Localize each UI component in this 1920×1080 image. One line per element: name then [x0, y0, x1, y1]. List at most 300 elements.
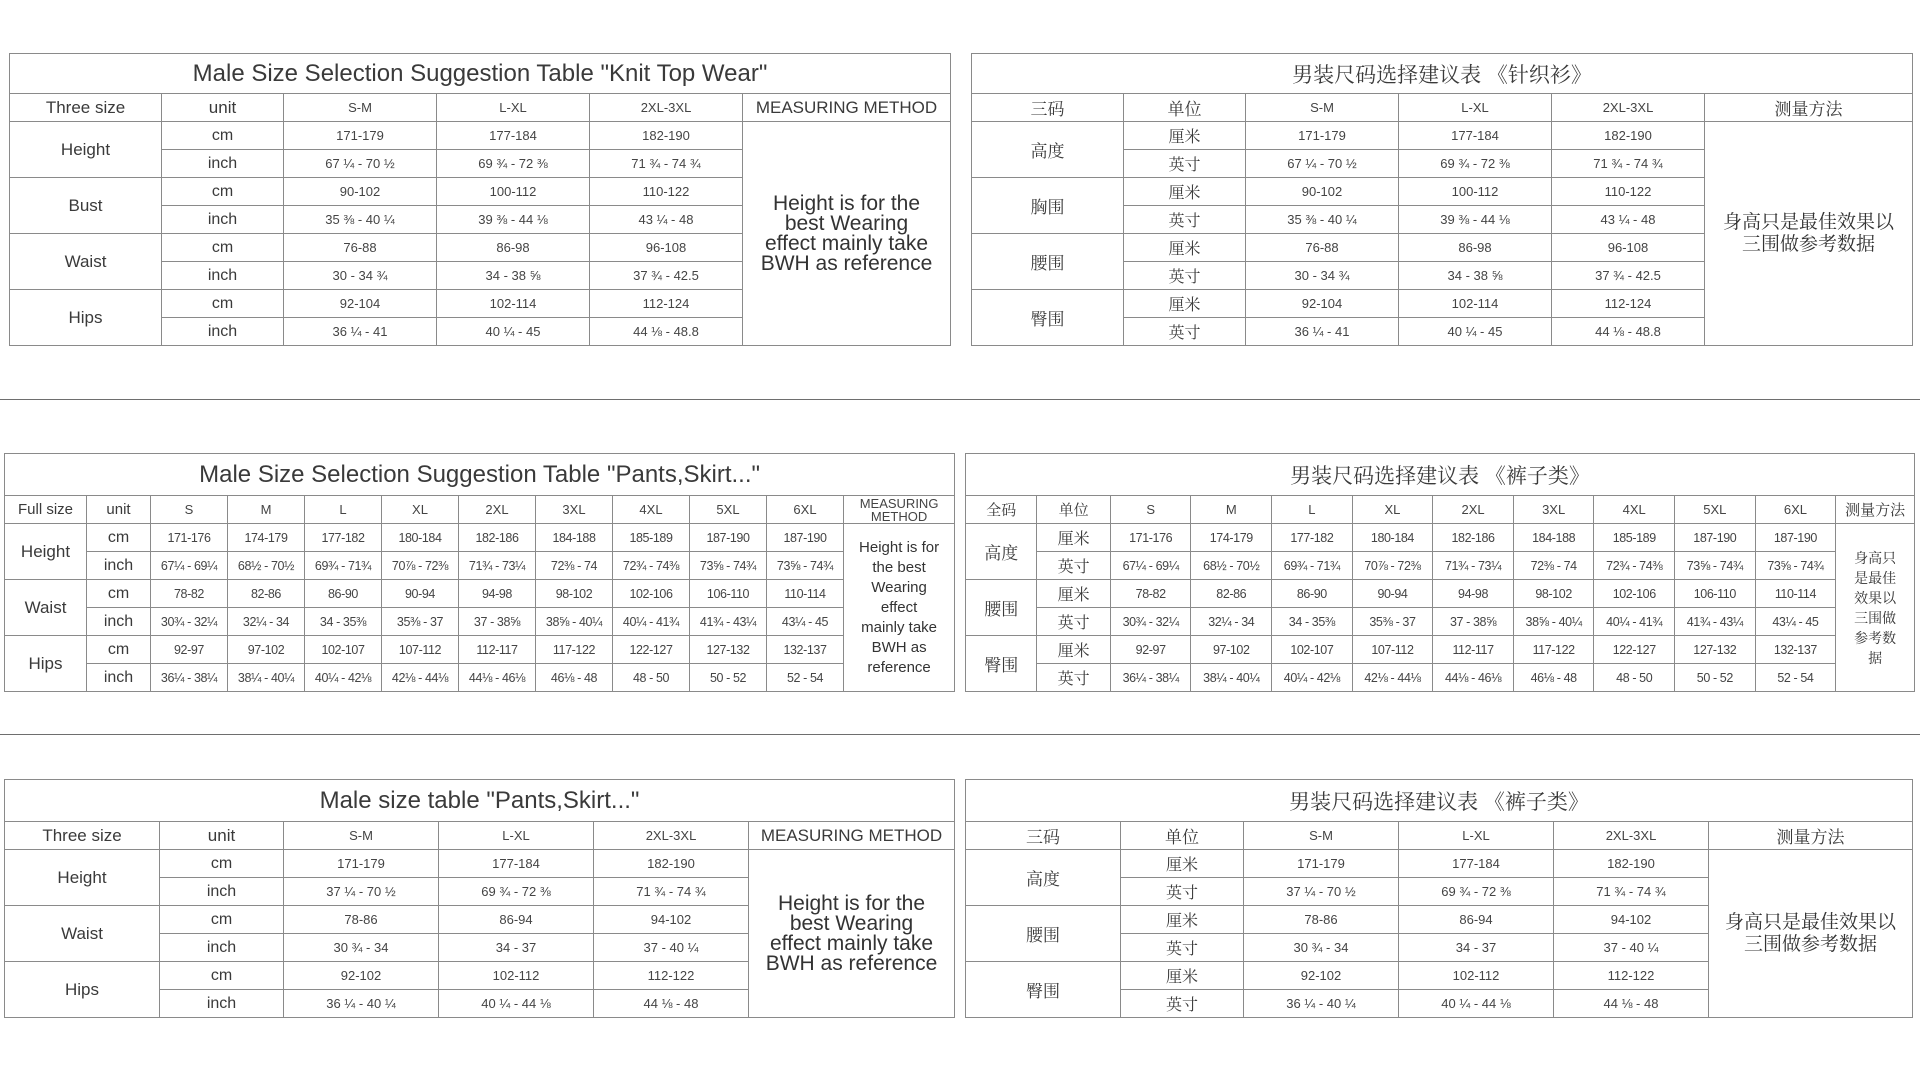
value-cell: 182-186 — [1433, 524, 1514, 552]
value-cell: 38¼ - 40¼ — [1191, 664, 1272, 692]
value-cell: 36¼ - 38¼ — [151, 664, 228, 692]
value-cell: 50 - 52 — [1675, 664, 1756, 692]
unit-cell: cm — [162, 290, 284, 318]
unit-cell: 英寸 — [1037, 552, 1110, 580]
value-cell: 72¾ - 74⅜ — [613, 552, 690, 580]
unit-cell: 厘米 — [1037, 524, 1110, 552]
title-row — [5, 454, 955, 496]
value-cell: 37 - 40 ¼ — [1554, 934, 1709, 962]
column-header: 3XL — [536, 496, 613, 524]
value-cell: 86-98 — [1399, 234, 1552, 262]
table-row — [5, 636, 955, 664]
value-cell: 35 ⅜ - 40 ¼ — [284, 206, 437, 234]
column-header: 6XL — [1755, 496, 1836, 524]
value-cell: 43 ¼ - 48 — [590, 206, 743, 234]
unit-cell: 英寸 — [1037, 608, 1110, 636]
row-label: Height — [5, 524, 87, 580]
size-table — [4, 779, 955, 1018]
value-cell: 180-184 — [1352, 524, 1433, 552]
value-cell: 171-179 — [284, 850, 439, 878]
row-label: Height — [10, 122, 162, 178]
unit-cell: cm — [87, 580, 151, 608]
value-cell: 40 ¼ - 45 — [437, 318, 590, 346]
value-cell: 107-112 — [1352, 636, 1433, 664]
value-cell: 90-102 — [284, 178, 437, 206]
column-header: 测量方法 — [1836, 496, 1915, 524]
value-cell: 30¾ - 32¼ — [1110, 608, 1191, 636]
value-cell: 69 ¾ - 72 ⅜ — [1399, 878, 1554, 906]
value-cell: 100-112 — [437, 178, 590, 206]
value-cell: 37 ¾ - 42.5 — [1552, 262, 1705, 290]
value-cell: 71 ¾ - 74 ¾ — [594, 878, 749, 906]
row-label: 臀围 — [972, 290, 1124, 346]
column-header: L — [305, 496, 382, 524]
value-cell: 78-82 — [151, 580, 228, 608]
value-cell: 106-110 — [1675, 580, 1756, 608]
title-row — [10, 54, 951, 94]
value-cell: 174-179 — [1191, 524, 1272, 552]
table-row — [5, 608, 955, 636]
unit-cell: cm — [162, 234, 284, 262]
column-header: MEASURING METHOD — [743, 94, 951, 122]
header-row — [5, 822, 955, 850]
value-cell: 182-190 — [594, 850, 749, 878]
value-cell: 40 ¼ - 44 ⅛ — [1399, 990, 1554, 1018]
table-title: 男装尺码选择建议表 《裤子类》 — [966, 454, 1915, 496]
value-cell: 35 ⅜ - 40 ¼ — [1246, 206, 1399, 234]
size-table — [965, 453, 1915, 692]
value-cell: 69¾ - 71¾ — [1272, 552, 1353, 580]
value-cell: 184-188 — [1513, 524, 1594, 552]
value-cell: 39 ⅜ - 44 ⅛ — [437, 206, 590, 234]
value-cell: 171-179 — [1246, 122, 1399, 150]
column-header: XL — [1352, 496, 1433, 524]
unit-cell: inch — [87, 552, 151, 580]
table-row — [5, 580, 955, 608]
column-header: L-XL — [437, 94, 590, 122]
row-label: Hips — [10, 290, 162, 346]
column-header: unit — [160, 822, 284, 850]
column-header: 4XL — [613, 496, 690, 524]
row-label: 胸围 — [972, 178, 1124, 234]
unit-cell: inch — [162, 150, 284, 178]
column-header: S — [1110, 496, 1191, 524]
value-cell: 44 ⅛ - 48 — [594, 990, 749, 1018]
value-cell: 187-190 — [1755, 524, 1836, 552]
unit-cell: inch — [87, 664, 151, 692]
column-header: 单位 — [1121, 822, 1244, 850]
value-cell: 92-97 — [151, 636, 228, 664]
section-divider-2 — [0, 734, 1920, 735]
value-cell: 102-112 — [439, 962, 594, 990]
column-header: 全码 — [966, 496, 1037, 524]
value-cell: 185-189 — [1594, 524, 1675, 552]
column-header: L-XL — [1399, 94, 1552, 122]
value-cell: 171-176 — [1110, 524, 1191, 552]
unit-cell: 厘米 — [1124, 234, 1246, 262]
header-row — [966, 822, 1913, 850]
column-header: 3XL — [1513, 496, 1594, 524]
column-header: S — [151, 496, 228, 524]
value-cell: 117-122 — [1513, 636, 1594, 664]
value-cell: 67¼ - 69¼ — [1110, 552, 1191, 580]
unit-cell: cm — [87, 636, 151, 664]
value-cell: 46⅛ - 48 — [1513, 664, 1594, 692]
value-cell: 102-107 — [305, 636, 382, 664]
value-cell: 112-117 — [459, 636, 536, 664]
row-label: 高度 — [972, 122, 1124, 178]
measuring-method-note: Height is for the best Wearing effect mainly take BWH as reference — [844, 524, 955, 692]
value-cell: 70⅞ - 72⅜ — [382, 552, 459, 580]
value-cell: 132-137 — [767, 636, 844, 664]
value-cell: 187-190 — [767, 524, 844, 552]
value-cell: 187-190 — [690, 524, 767, 552]
measuring-method-note: 身高只是最佳效果以三围做参考数据 — [1836, 524, 1915, 692]
value-cell: 42⅛ - 44⅛ — [382, 664, 459, 692]
row-label: Hips — [5, 962, 160, 1018]
value-cell: 127-132 — [1675, 636, 1756, 664]
row-label: Bust — [10, 178, 162, 234]
column-header: L-XL — [1399, 822, 1554, 850]
row-label: 高度 — [966, 850, 1121, 906]
size-table — [965, 779, 1913, 1018]
value-cell: 174-179 — [228, 524, 305, 552]
value-cell: 32¼ - 34 — [228, 608, 305, 636]
column-header: Three size — [5, 822, 160, 850]
value-cell: 36 ¼ - 40 ¼ — [284, 990, 439, 1018]
value-cell: 112-124 — [590, 290, 743, 318]
unit-cell: cm — [162, 122, 284, 150]
column-header: S-M — [284, 94, 437, 122]
unit-cell: inch — [160, 934, 284, 962]
unit-cell: 厘米 — [1121, 962, 1244, 990]
value-cell: 82-86 — [228, 580, 305, 608]
column-header: 三码 — [966, 822, 1121, 850]
value-cell: 71¾ - 73¼ — [1433, 552, 1514, 580]
unit-cell: inch — [162, 318, 284, 346]
column-header: 2XL-3XL — [1554, 822, 1709, 850]
column-header: 2XL — [1433, 496, 1514, 524]
value-cell: 37 ¾ - 42.5 — [590, 262, 743, 290]
value-cell: 182-190 — [1552, 122, 1705, 150]
value-cell: 92-104 — [284, 290, 437, 318]
value-cell: 110-122 — [590, 178, 743, 206]
unit-cell: cm — [87, 524, 151, 552]
value-cell: 38⅝ - 40¼ — [536, 608, 613, 636]
table-row — [966, 524, 1915, 552]
value-cell: 112-117 — [1433, 636, 1514, 664]
value-cell: 86-94 — [439, 906, 594, 934]
size-table — [4, 453, 955, 692]
value-cell: 30 - 34 ¾ — [284, 262, 437, 290]
value-cell: 94-102 — [1554, 906, 1709, 934]
value-cell: 34 - 35⅜ — [305, 608, 382, 636]
value-cell: 177-184 — [1399, 122, 1552, 150]
value-cell: 86-90 — [305, 580, 382, 608]
unit-cell: cm — [160, 850, 284, 878]
table-row — [5, 524, 955, 552]
value-cell: 184-188 — [536, 524, 613, 552]
value-cell: 110-122 — [1552, 178, 1705, 206]
value-cell: 40¼ - 42⅛ — [305, 664, 382, 692]
measuring-method-note: Height is for the best Wearing effect mainly take BWH as reference — [743, 122, 951, 346]
value-cell: 44 ⅛ - 48.8 — [590, 318, 743, 346]
column-header: 2XL-3XL — [1552, 94, 1705, 122]
column-header: 单位 — [1037, 496, 1110, 524]
value-cell: 107-112 — [382, 636, 459, 664]
value-cell: 44 ⅛ - 48.8 — [1552, 318, 1705, 346]
value-cell: 40¼ - 41¾ — [1594, 608, 1675, 636]
value-cell: 44 ⅛ - 48 — [1554, 990, 1709, 1018]
value-cell: 100-112 — [1399, 178, 1552, 206]
unit-cell: cm — [162, 178, 284, 206]
value-cell: 98-102 — [1513, 580, 1594, 608]
column-header: 三码 — [972, 94, 1124, 122]
unit-cell: inch — [160, 878, 284, 906]
value-cell: 37 - 38⅝ — [1433, 608, 1514, 636]
value-cell: 102-112 — [1399, 962, 1554, 990]
column-header: M — [1191, 496, 1272, 524]
value-cell: 182-186 — [459, 524, 536, 552]
value-cell: 71 ¾ - 74 ¾ — [590, 150, 743, 178]
row-label: 臀围 — [966, 636, 1037, 692]
unit-cell: 英寸 — [1121, 990, 1244, 1018]
column-header: 单位 — [1124, 94, 1246, 122]
value-cell: 50 - 52 — [690, 664, 767, 692]
value-cell: 94-102 — [594, 906, 749, 934]
value-cell: 177-184 — [1399, 850, 1554, 878]
value-cell: 34 - 37 — [439, 934, 594, 962]
measuring-method-note: Height is for the best Wearing effect mainly take BWH as reference — [749, 850, 955, 1018]
value-cell: 43¼ - 45 — [767, 608, 844, 636]
value-cell: 30¾ - 32¼ — [151, 608, 228, 636]
table-row — [10, 122, 951, 150]
header-row — [972, 94, 1913, 122]
value-cell: 32¼ - 34 — [1191, 608, 1272, 636]
value-cell: 71¾ - 73¼ — [459, 552, 536, 580]
value-cell: 182-190 — [590, 122, 743, 150]
value-cell: 46⅛ - 48 — [536, 664, 613, 692]
column-header: 2XL — [459, 496, 536, 524]
unit-cell: inch — [160, 990, 284, 1018]
value-cell: 30 ¾ - 34 — [284, 934, 439, 962]
title-row — [966, 454, 1915, 496]
unit-cell: inch — [162, 262, 284, 290]
value-cell: 71 ¾ - 74 ¾ — [1552, 150, 1705, 178]
value-cell: 86-90 — [1272, 580, 1353, 608]
unit-cell: cm — [160, 906, 284, 934]
value-cell: 72¾ - 74⅜ — [1594, 552, 1675, 580]
value-cell: 67¼ - 69¼ — [151, 552, 228, 580]
table-row — [5, 664, 955, 692]
value-cell: 69 ¾ - 72 ⅜ — [439, 878, 594, 906]
value-cell: 187-190 — [1675, 524, 1756, 552]
value-cell: 76-88 — [284, 234, 437, 262]
value-cell: 78-86 — [1244, 906, 1399, 934]
header-row — [5, 496, 955, 524]
column-header: S-M — [1244, 822, 1399, 850]
value-cell: 78-82 — [1110, 580, 1191, 608]
value-cell: 112-122 — [1554, 962, 1709, 990]
value-cell: 185-189 — [613, 524, 690, 552]
value-cell: 40 ¼ - 44 ⅛ — [439, 990, 594, 1018]
table-title: Male Size Selection Suggestion Table "Knit Top Wear" — [10, 54, 951, 94]
row-label: Height — [5, 850, 160, 906]
value-cell: 92-104 — [1246, 290, 1399, 318]
row-label: 高度 — [966, 524, 1037, 580]
column-header: 6XL — [767, 496, 844, 524]
unit-cell: inch — [87, 608, 151, 636]
value-cell: 37 ¼ - 70 ½ — [1244, 878, 1399, 906]
unit-cell: 英寸 — [1124, 206, 1246, 234]
value-cell: 171-179 — [1244, 850, 1399, 878]
value-cell: 73⅝ - 74¾ — [767, 552, 844, 580]
column-header: 2XL-3XL — [590, 94, 743, 122]
value-cell: 102-106 — [1594, 580, 1675, 608]
column-header: 4XL — [1594, 496, 1675, 524]
value-cell: 110-114 — [1755, 580, 1836, 608]
section-divider-1 — [0, 399, 1920, 400]
value-cell: 30 - 34 ¾ — [1246, 262, 1399, 290]
value-cell: 92-102 — [1244, 962, 1399, 990]
value-cell: 34 - 38 ⅝ — [437, 262, 590, 290]
value-cell: 90-94 — [1352, 580, 1433, 608]
value-cell: 35⅜ - 37 — [382, 608, 459, 636]
value-cell: 34 - 35⅜ — [1272, 608, 1353, 636]
value-cell: 102-107 — [1272, 636, 1353, 664]
value-cell: 36 ¼ - 41 — [1246, 318, 1399, 346]
value-cell: 37 ¼ - 70 ½ — [284, 878, 439, 906]
value-cell: 34 - 38 ⅝ — [1399, 262, 1552, 290]
table-row — [5, 850, 955, 878]
value-cell: 67 ¼ - 70 ½ — [284, 150, 437, 178]
value-cell: 102-106 — [613, 580, 690, 608]
value-cell: 110-114 — [767, 580, 844, 608]
row-label: 腰围 — [966, 580, 1037, 636]
value-cell: 73⅝ - 74¾ — [1755, 552, 1836, 580]
value-cell: 92-102 — [284, 962, 439, 990]
value-cell: 44⅛ - 46⅛ — [1433, 664, 1514, 692]
unit-cell: 英寸 — [1124, 262, 1246, 290]
value-cell: 36 ¼ - 40 ¼ — [1244, 990, 1399, 1018]
value-cell: 82-86 — [1191, 580, 1272, 608]
column-header: Full size — [5, 496, 87, 524]
value-cell: 73⅝ - 74¾ — [690, 552, 767, 580]
column-header: 5XL — [1675, 496, 1756, 524]
value-cell: 98-102 — [536, 580, 613, 608]
value-cell: 78-86 — [284, 906, 439, 934]
unit-cell: 厘米 — [1124, 290, 1246, 318]
value-cell: 37 - 40 ¼ — [594, 934, 749, 962]
value-cell: 97-102 — [228, 636, 305, 664]
row-label: Waist — [5, 580, 87, 636]
column-header: S-M — [284, 822, 439, 850]
measuring-method-note: 身高只是最佳效果以三围做参考数据 — [1709, 850, 1913, 1018]
column-header: 5XL — [690, 496, 767, 524]
value-cell: 38¼ - 40¼ — [228, 664, 305, 692]
unit-cell: 英寸 — [1037, 664, 1110, 692]
value-cell: 171-179 — [284, 122, 437, 150]
value-cell: 177-182 — [305, 524, 382, 552]
value-cell: 171-176 — [151, 524, 228, 552]
table-row — [966, 664, 1915, 692]
column-header: 测量方法 — [1709, 822, 1913, 850]
size-table — [971, 53, 1913, 346]
value-cell: 70⅞ - 72⅜ — [1352, 552, 1433, 580]
unit-cell: 厘米 — [1037, 636, 1110, 664]
table-row — [5, 552, 955, 580]
value-cell: 177-182 — [1272, 524, 1353, 552]
column-header: unit — [162, 94, 284, 122]
value-cell: 38⅝ - 40¼ — [1513, 608, 1594, 636]
row-label: Waist — [5, 906, 160, 962]
value-cell: 92-97 — [1110, 636, 1191, 664]
value-cell: 106-110 — [690, 580, 767, 608]
value-cell: 68½ - 70½ — [228, 552, 305, 580]
column-header: MEASURING METHOD — [844, 496, 955, 524]
header-row — [10, 94, 951, 122]
value-cell: 43¼ - 45 — [1755, 608, 1836, 636]
value-cell: 122-127 — [613, 636, 690, 664]
value-cell: 52 - 54 — [1755, 664, 1836, 692]
value-cell: 40¼ - 42⅛ — [1272, 664, 1353, 692]
value-cell: 35⅜ - 37 — [1352, 608, 1433, 636]
column-header: Three size — [10, 94, 162, 122]
value-cell: 39 ⅜ - 44 ⅛ — [1399, 206, 1552, 234]
column-header: M — [228, 496, 305, 524]
unit-cell: 英寸 — [1124, 150, 1246, 178]
column-header: 测量方法 — [1705, 94, 1913, 122]
unit-cell: 英寸 — [1124, 318, 1246, 346]
value-cell: 40 ¼ - 45 — [1399, 318, 1552, 346]
title-row — [5, 780, 955, 822]
value-cell: 36¼ - 38¼ — [1110, 664, 1191, 692]
table-row — [966, 608, 1915, 636]
unit-cell: 厘米 — [1121, 850, 1244, 878]
value-cell: 41¾ - 43¼ — [690, 608, 767, 636]
value-cell: 69 ¾ - 72 ⅜ — [437, 150, 590, 178]
column-header: L — [1272, 496, 1353, 524]
value-cell: 86-94 — [1399, 906, 1554, 934]
value-cell: 177-184 — [439, 850, 594, 878]
value-cell: 127-132 — [690, 636, 767, 664]
table-row — [966, 580, 1915, 608]
value-cell: 182-190 — [1554, 850, 1709, 878]
value-cell: 36 ¼ - 41 — [284, 318, 437, 346]
unit-cell: inch — [162, 206, 284, 234]
column-header: XL — [382, 496, 459, 524]
value-cell: 97-102 — [1191, 636, 1272, 664]
row-label: 腰围 — [972, 234, 1124, 290]
value-cell: 90-102 — [1246, 178, 1399, 206]
value-cell: 73⅝ - 74¾ — [1675, 552, 1756, 580]
unit-cell: 英寸 — [1121, 934, 1244, 962]
unit-cell: cm — [160, 962, 284, 990]
value-cell: 42⅛ - 44⅛ — [1352, 664, 1433, 692]
value-cell: 96-108 — [590, 234, 743, 262]
value-cell: 180-184 — [382, 524, 459, 552]
table-row — [966, 850, 1913, 878]
value-cell: 30 ¾ - 34 — [1244, 934, 1399, 962]
value-cell: 37 - 38⅝ — [459, 608, 536, 636]
column-header: MEASURING METHOD — [749, 822, 955, 850]
row-label: 腰围 — [966, 906, 1121, 962]
table-row — [972, 122, 1913, 150]
table-title: Male Size Selection Suggestion Table "Pants,Skirt..." — [5, 454, 955, 496]
value-cell: 40¼ - 41¾ — [613, 608, 690, 636]
value-cell: 122-127 — [1594, 636, 1675, 664]
row-label: Hips — [5, 636, 87, 692]
